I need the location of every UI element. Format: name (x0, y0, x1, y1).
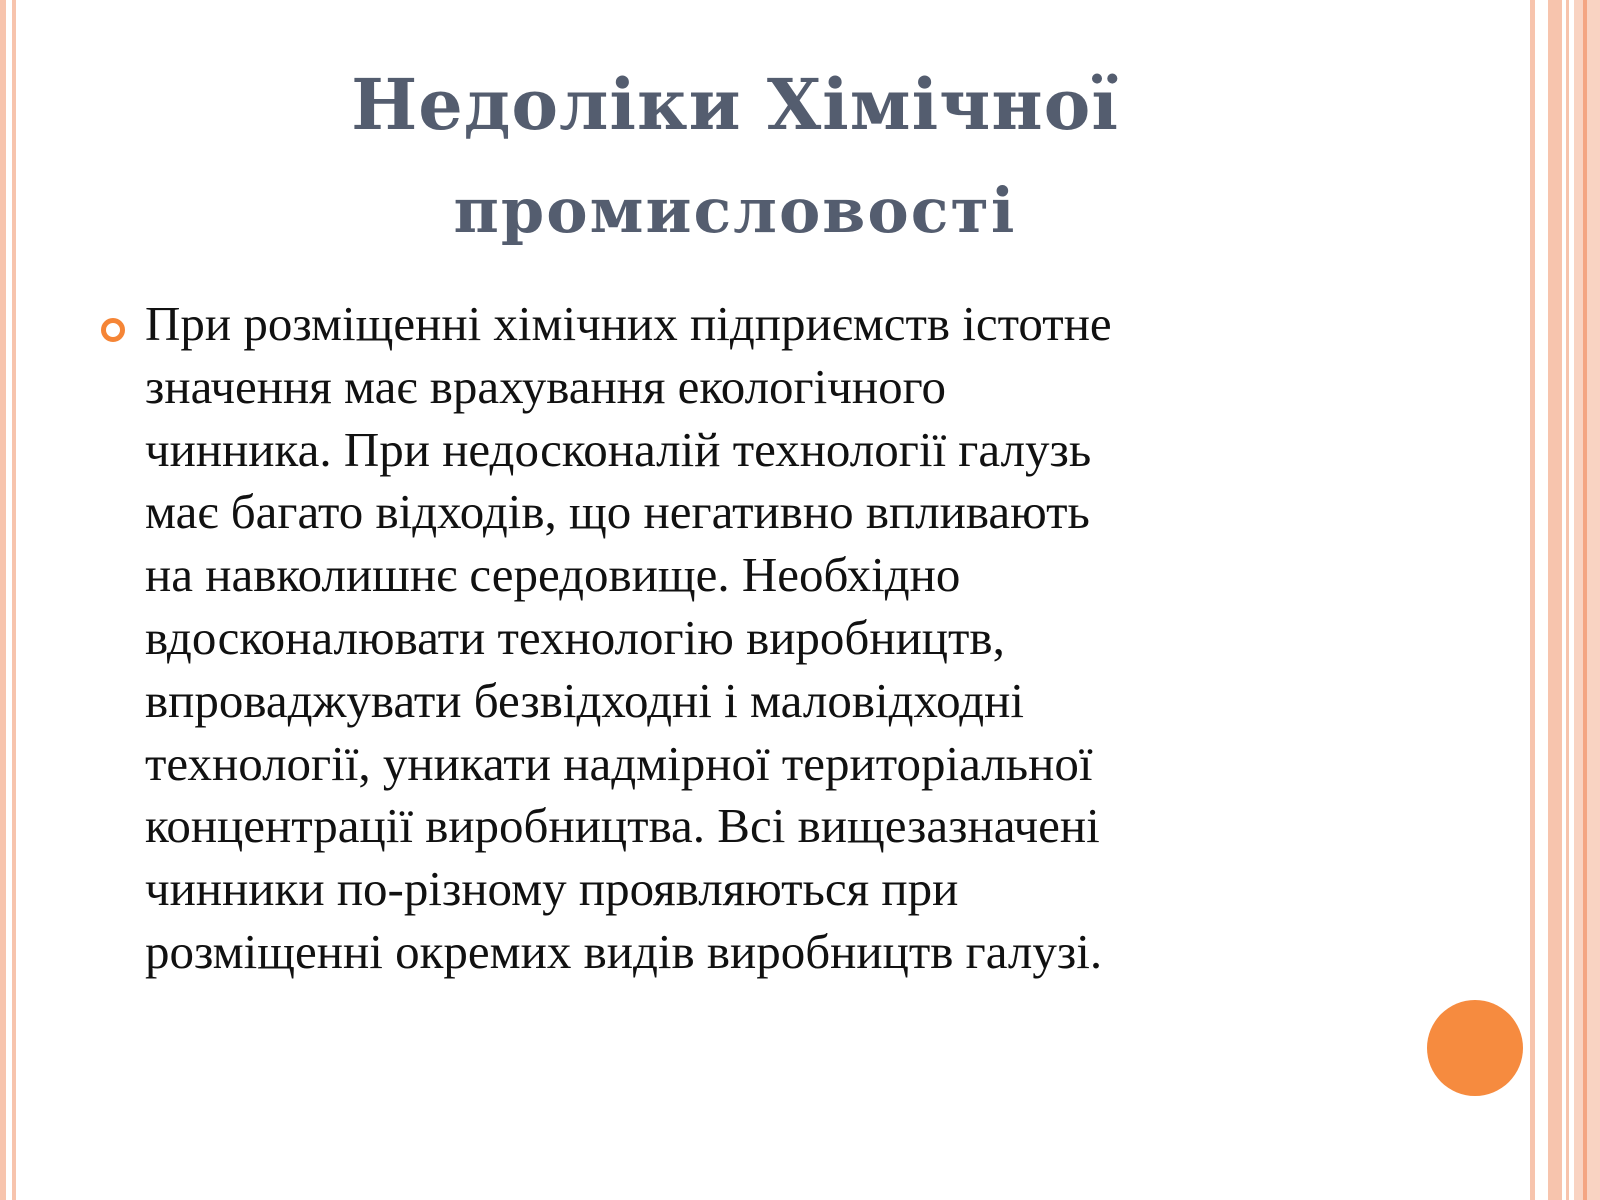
bullet-paragraph (145, 293, 1375, 984)
left-border-stripe (0, 0, 6, 1200)
paragraph-line: вдосконалювати технологію виробництв, (145, 609, 1005, 665)
right-border-stripe (1583, 0, 1587, 1200)
paragraph-line: При розміщенні хімічних підприємств істотне (145, 296, 1112, 351)
paragraph-line: має багато відходів, що негативно впливають (145, 484, 1090, 540)
right-border-stripe (1566, 0, 1569, 1200)
bullet-circle-icon (101, 318, 125, 342)
paragraph-line: на навколишнє середовище. Необхідно (145, 547, 961, 603)
paragraph-line: значення має врахування екологічного (145, 358, 947, 414)
right-border-stripe (1530, 0, 1535, 1200)
paragraph-line: впроваджувати безвідходні і маловідходні (145, 672, 1024, 728)
right-border-stripe (1548, 0, 1562, 1200)
slide-title-line: промисловості (453, 174, 1017, 247)
paragraph-line: концентрації виробництва. Всі вищезазначені (145, 798, 1100, 854)
right-border-band (1574, 0, 1600, 1200)
left-border-stripe-inner (12, 0, 16, 1200)
decorative-circle (1427, 1000, 1523, 1096)
paragraph-line: чинника. При недосконалій технології галузь (145, 421, 1092, 477)
paragraph-line: чинники по-різному проявляються при (145, 861, 959, 917)
slide-title-line: Недоліки Хімічної (351, 63, 1119, 146)
slide-title (150, 52, 1320, 264)
paragraph-line: розміщенні окремих видів виробництв галузі. (145, 923, 1103, 979)
paragraph-line: технології, уникати надмірної територіальної (145, 735, 1093, 791)
